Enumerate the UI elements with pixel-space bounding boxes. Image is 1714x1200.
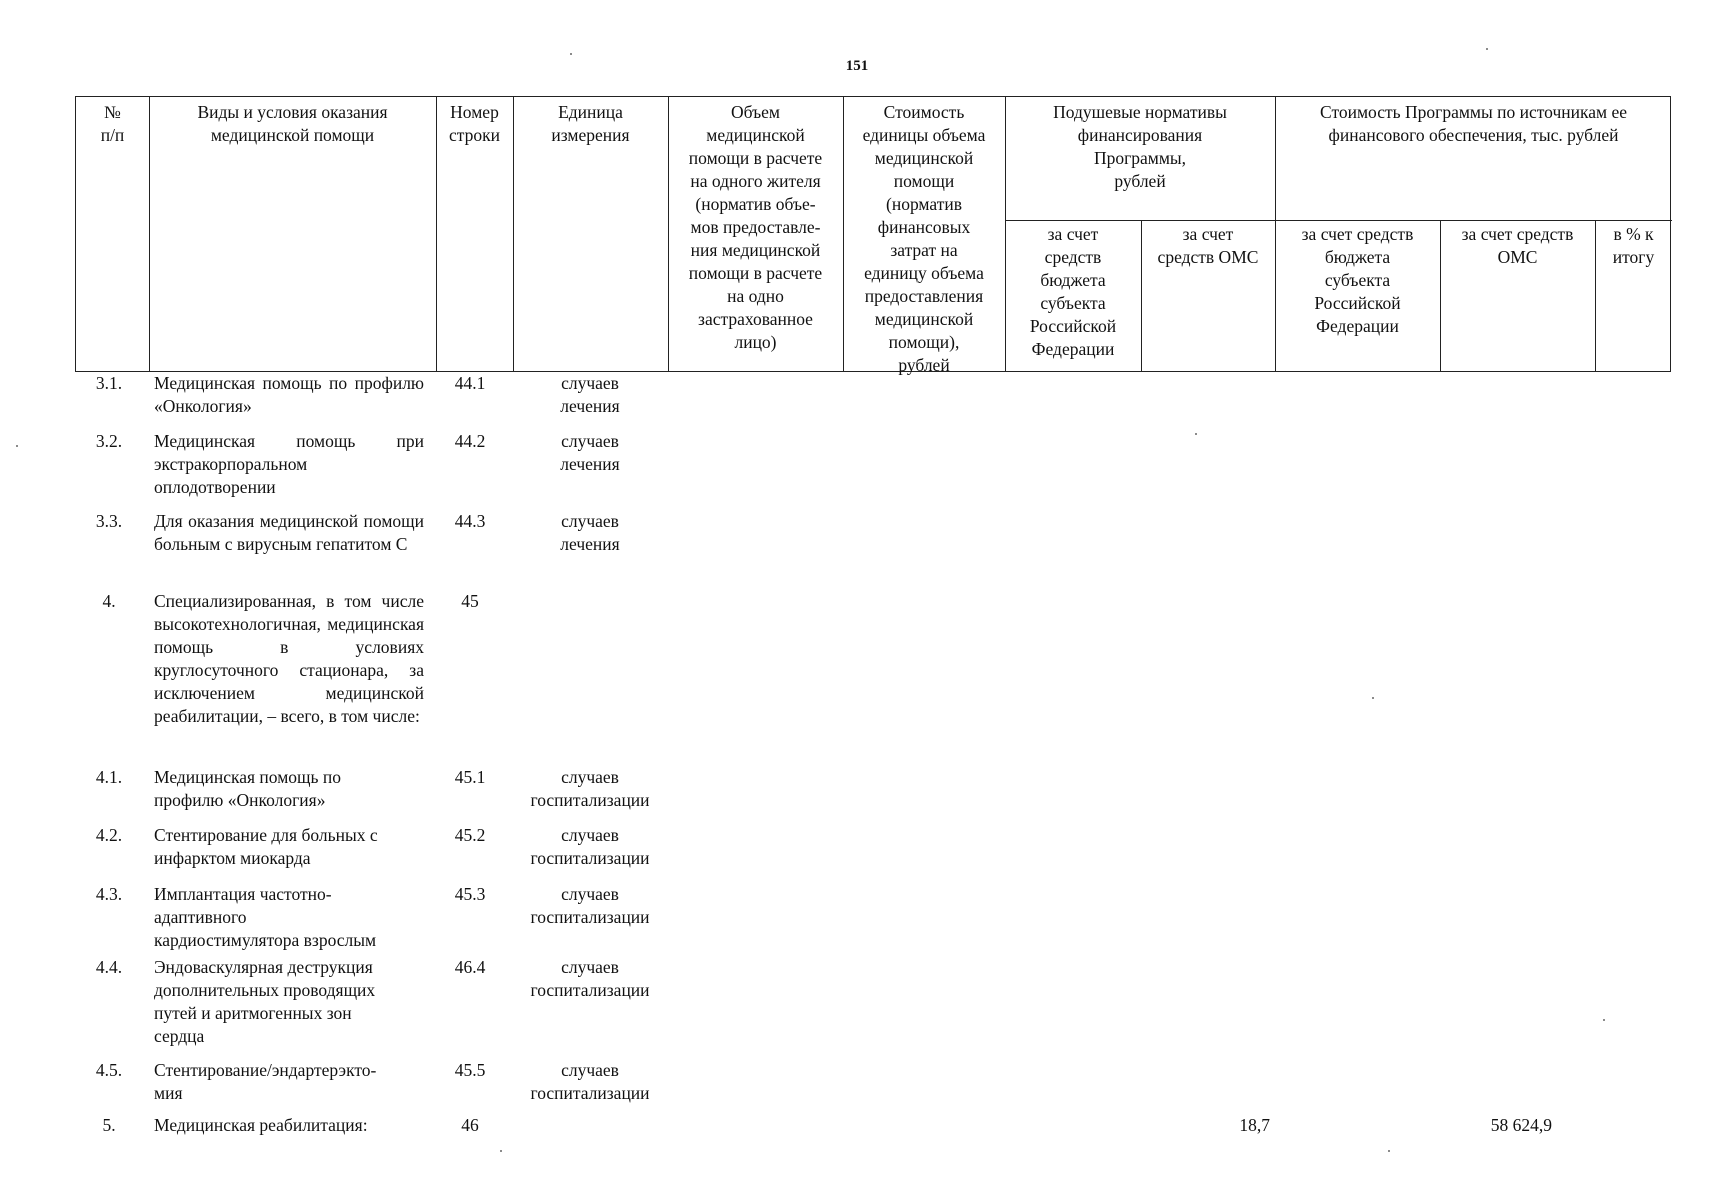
row-line-number: 45.2: [454, 825, 486, 845]
scan-speck: [570, 53, 572, 55]
row-line-number: 46.4: [454, 957, 486, 977]
row-line-number: 44.2: [454, 431, 486, 451]
row-description: Для оказания медицинской помощи больным с вирусным гепатитом С: [154, 511, 424, 554]
row-description: Медицинская реабилитация:: [154, 1115, 368, 1135]
header-prog-budget: за счет средств бюджета субъекта Российской Федерации: [1301, 224, 1414, 336]
header-type: Виды и условия оказания медицинской помощи: [197, 102, 388, 145]
row-number: 4.3.: [95, 884, 123, 904]
scan-speck: [1388, 1150, 1390, 1152]
row-number: 4.1.: [95, 767, 123, 787]
row-description: Имплантация частотно- адаптивного кардиостимулятора взрослым: [154, 884, 377, 950]
row-number: 4.4.: [95, 957, 123, 977]
scan-speck: [1486, 48, 1488, 50]
header-percap-budget: за счет средств бюджета субъекта Российской Федерации: [1029, 224, 1117, 359]
row-program-oms: 58 624,9: [1490, 1115, 1552, 1135]
row-line-number: 45.1: [454, 767, 486, 787]
header-percap-oms: за счет средств ОМС: [1157, 224, 1259, 267]
row-line-number: 45.5: [454, 1060, 486, 1080]
table-header: [75, 96, 1671, 375]
header-num: № п/п: [100, 102, 125, 145]
row-line-number: 44.3: [454, 511, 486, 531]
header-percap: Подушевые нормативы финансирования Программы, рублей: [1053, 102, 1227, 191]
header-line: Номер строки: [449, 102, 500, 145]
header-volume: Объем медицинской помощи в расчете на одного жителя (норматив объе- мов предоставле- ния медицинской помощи в расчете на одно застрахованное лицо): [688, 102, 823, 352]
header-cost: Стоимость единицы объема медицинской помощи (норматив финансовых затрат на единицу объема предоставления медицинской помощи), рублей: [862, 102, 986, 375]
row-unit: случаев госпитализации: [530, 957, 650, 1000]
header-row-divider: [1005, 220, 1672, 221]
scan-speck: [500, 1150, 502, 1152]
row-description: Стентирование для больных с инфарктом миокарда: [154, 825, 378, 868]
row-unit: случаев госпитализации: [530, 767, 650, 810]
row-number: 4.5.: [95, 1060, 123, 1080]
scan-speck: [1603, 1019, 1605, 1021]
row-number: 3.1.: [95, 373, 123, 393]
scan-speck: [1195, 433, 1197, 435]
row-description: Специализированная, в том числе высокотехнологичная, медицинская помощь в условиях круглосуточного стационара, за исключением медицинской реабилитации, – всего, в том числе:: [154, 591, 424, 726]
row-number: 3.3.: [95, 511, 123, 531]
header-prog-oms: за счет средств ОМС: [1461, 224, 1574, 267]
row-description: Стентирование/эндартерэкто- мия: [154, 1060, 377, 1103]
scan-speck: [1372, 697, 1374, 699]
row-unit: случаев госпитализации: [530, 884, 650, 927]
row-description: Медицинская помощь по профилю «Онкология»: [154, 767, 341, 810]
row-percap-oms: 18,7: [1239, 1115, 1270, 1135]
header-prog-pct: в % к итогу: [1612, 224, 1655, 267]
scan-speck: [16, 445, 18, 447]
row-line-number: 45.3: [454, 884, 486, 904]
row-line-number: 46: [461, 1115, 479, 1135]
page-number: 151: [845, 58, 869, 74]
row-unit: случаев госпитализации: [530, 825, 650, 868]
row-number: 4.: [102, 591, 116, 611]
row-unit: случаев лечения: [560, 373, 620, 416]
row-line-number: 45: [461, 591, 479, 611]
row-description: Эндоваскулярная деструкция дополнительных проводящих путей и аритмогенных зон сердца: [154, 957, 376, 1046]
header-program-cost: Стоимость Программы по источникам ее финансового обеспечения, тыс. рублей: [1320, 102, 1627, 145]
row-unit: случаев лечения: [560, 431, 620, 474]
row-number: 5.: [102, 1115, 116, 1135]
header-unit: Единица измерения: [551, 102, 630, 145]
row-line-number: 44.1: [454, 373, 486, 393]
row-unit: случаев лечения: [560, 511, 620, 554]
row-description: Медицинская помощь при экстракорпоральном оплодотворении: [154, 431, 424, 497]
row-number: 4.2.: [95, 825, 123, 845]
row-number: 3.2.: [95, 431, 123, 451]
row-unit: случаев госпитализации: [530, 1060, 650, 1103]
row-description: Медицинская помощь по профилю «Онкология»: [154, 373, 424, 416]
